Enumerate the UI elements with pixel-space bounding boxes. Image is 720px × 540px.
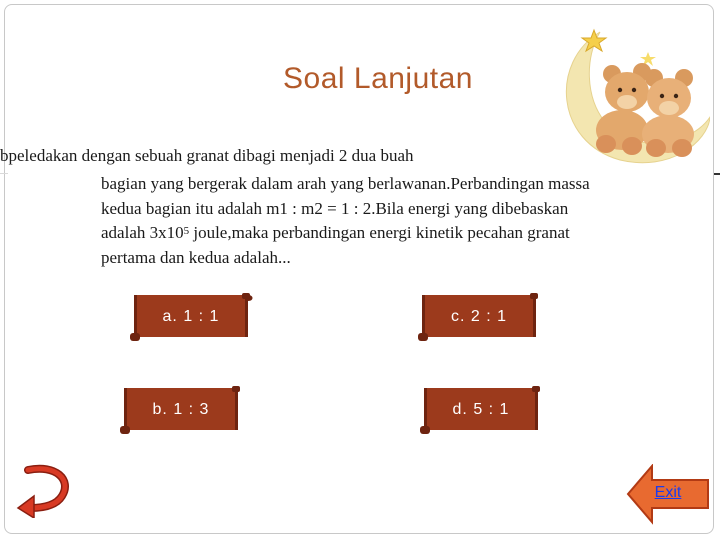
divider-left (0, 173, 8, 174)
option-d-button[interactable] (416, 384, 546, 436)
question-line-4: pertama dan kedua adalah... (101, 247, 291, 267)
back-arrow-icon (14, 462, 72, 518)
slide-title: Soal Lanjutan (283, 62, 473, 95)
question-line-1: bagian yang bergerak dalam arah yang berlawanan.Perbandingan massa (101, 174, 590, 193)
overlapping-question-start: bpeledakan dengan sebuah granat dibagi menjadi 2 dua buah (0, 146, 414, 165)
exit-button[interactable] (626, 464, 710, 526)
option-d-label: d. 5 : 1 (452, 401, 510, 418)
question-line-3 (101, 221, 672, 246)
option-a-button[interactable] (126, 291, 256, 343)
exponent-5: 5 (183, 225, 190, 237)
question-text (101, 172, 672, 270)
question-line-3-end: joule,maka perbandingan energi kinetik pecahan granat (189, 223, 570, 242)
divider-right (714, 173, 720, 175)
option-b-label: b. 1 : 3 (152, 401, 210, 418)
question-line-2: kedua bagian itu adalah m1 : m2 = 1 : 2.Bila energi yang dibebaskan (101, 198, 569, 218)
teddy-bears-moon-image (560, 22, 710, 164)
option-b-button[interactable] (116, 384, 246, 436)
question-line-3-start: adalah 3x10 (101, 223, 184, 242)
option-a-label: a. 1 : 1 (162, 308, 220, 325)
option-c-button[interactable] (414, 291, 544, 343)
exit-label[interactable]: Exit (654, 484, 682, 501)
back-button[interactable] (14, 462, 72, 518)
option-c-label: c. 2 : 1 (450, 308, 508, 325)
